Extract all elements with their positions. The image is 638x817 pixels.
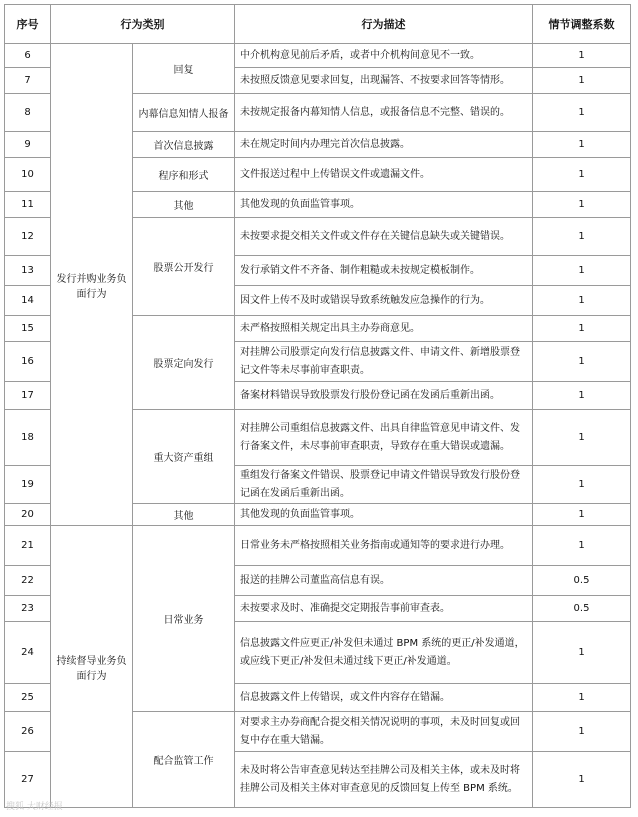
row-factor: 1 (533, 504, 631, 526)
row-factor: 1 (533, 684, 631, 712)
row-no: 18 (5, 410, 51, 466)
row-description: 对挂牌公司股票定向发行信息披露文件、申请文件、新增股票登记文件等未尽事前审查职责。 (235, 342, 533, 382)
row-factor: 1 (533, 712, 631, 752)
group-issuance: 发行并购业务负面行为 (51, 44, 133, 526)
row-description: 未在规定时间内办理完首次信息披露。 (235, 132, 533, 158)
sub-insider: 内幕信息知情人报备 (133, 94, 235, 132)
row-factor: 1 (533, 132, 631, 158)
sub-cooperation: 配合监管工作 (133, 712, 235, 808)
row-factor: 1 (533, 286, 631, 316)
header-factor: 情节调整系数 (533, 5, 631, 44)
row-no: 9 (5, 132, 51, 158)
row-no: 19 (5, 466, 51, 504)
row-description: 对挂牌公司重组信息披露文件、出具自律监管意见申请文件、发行备案文件，未尽事前审查职责，导致存在重大错误或遗漏。 (235, 410, 533, 466)
row-no: 27 (5, 752, 51, 808)
row-factor: 0.5 (533, 596, 631, 622)
row-no: 11 (5, 192, 51, 218)
row-no: 16 (5, 342, 51, 382)
sub-other: 其他 (133, 504, 235, 526)
sub-restructure: 重大资产重组 (133, 410, 235, 504)
row-description: 未按规定报备内幕知情人信息，或报备信息不完整、错误的。 (235, 94, 533, 132)
row-no: 17 (5, 382, 51, 410)
row-no: 25 (5, 684, 51, 712)
row-no: 15 (5, 316, 51, 342)
sub-procedure: 程序和形式 (133, 158, 235, 192)
row-no: 23 (5, 596, 51, 622)
row-no: 20 (5, 504, 51, 526)
group-supervision: 持续督导业务负面行为 (51, 526, 133, 808)
row-description: 发行承销文件不齐备、制作粗糙或未按规定模板制作。 (235, 256, 533, 286)
row-description: 未及时将公告审查意见转达至挂牌公司及相关主体，或未及时将挂牌公司及相关主体对审查意见的反馈回复上传至 BPM 系统。 (235, 752, 533, 808)
row-description: 备案材料错误导致股票发行股份登记函在发函后重新出函。 (235, 382, 533, 410)
row-no: 7 (5, 68, 51, 94)
table-row (5, 526, 631, 566)
header-description: 行为描述 (235, 5, 533, 44)
row-description: 日常业务未严格按照相关业务指南或通知等的要求进行办理。 (235, 526, 533, 566)
row-factor: 1 (533, 44, 631, 68)
sub-other: 其他 (133, 192, 235, 218)
sub-private-issue: 股票定向发行 (133, 316, 235, 410)
sub-public-issue: 股票公开发行 (133, 218, 235, 316)
row-description: 因文件上传不及时或错误导致系统触发应急操作的行为。 (235, 286, 533, 316)
table-row (5, 44, 631, 68)
row-description: 报送的挂牌公司董监高信息有误。 (235, 566, 533, 596)
sub-first-disclosure: 首次信息披露 (133, 132, 235, 158)
row-factor: 1 (533, 94, 631, 132)
row-factor: 0.5 (533, 566, 631, 596)
row-factor: 1 (533, 466, 631, 504)
row-no: 14 (5, 286, 51, 316)
row-factor: 1 (533, 622, 631, 684)
row-description: 未严格按照相关规定出具主办券商意见。 (235, 316, 533, 342)
row-no: 8 (5, 94, 51, 132)
row-description: 信息披露文件上传错误，或文件内容存在错漏。 (235, 684, 533, 712)
watermark-text: 搜狐 大财经报 (6, 802, 63, 812)
row-description: 其他发现的负面监管事项。 (235, 192, 533, 218)
row-factor: 1 (533, 192, 631, 218)
row-factor: 1 (533, 526, 631, 566)
sub-reply: 回复 (133, 44, 235, 94)
row-description: 信息披露文件应更正/补发但未通过 BPM 系统的更正/补发通道，或应线下更正/补发但未通过线下更正/补发通道。 (235, 622, 533, 684)
row-description: 未按照反馈意见要求回复，出现漏答、不按要求回答等情形。 (235, 68, 533, 94)
row-no: 13 (5, 256, 51, 286)
row-description: 未按要求提交相关文件或文件存在关键信息缺失或关键错误。 (235, 218, 533, 256)
row-factor: 1 (533, 316, 631, 342)
row-description: 其他发现的负面监管事项。 (235, 504, 533, 526)
row-no: 26 (5, 712, 51, 752)
header-category: 行为类别 (51, 5, 235, 44)
sub-daily: 日常业务 (133, 526, 235, 712)
row-no: 21 (5, 526, 51, 566)
row-description: 对要求主办券商配合提交相关情况说明的事项，未及时回复或回复中存在重大错漏。 (235, 712, 533, 752)
row-no: 6 (5, 44, 51, 68)
row-factor: 1 (533, 158, 631, 192)
row-no: 10 (5, 158, 51, 192)
header-no: 序号 (5, 5, 51, 44)
row-no: 12 (5, 218, 51, 256)
row-factor: 1 (533, 382, 631, 410)
header-row (5, 5, 631, 44)
row-no: 22 (5, 566, 51, 596)
row-no: 24 (5, 622, 51, 684)
regulation-table (4, 4, 631, 808)
row-description: 未按要求及时、准确提交定期报告事前审查表。 (235, 596, 533, 622)
row-factor: 1 (533, 342, 631, 382)
row-factor: 1 (533, 410, 631, 466)
row-description: 中介机构意见前后矛盾，或者中介机构间意见不一致。 (235, 44, 533, 68)
row-description: 文件报送过程中上传错误文件或遗漏文件。 (235, 158, 533, 192)
row-factor: 1 (533, 752, 631, 808)
row-factor: 1 (533, 218, 631, 256)
row-description: 重组发行备案文件错误、股票登记申请文件错误导致发行股份登记函在发函后重新出函。 (235, 466, 533, 504)
row-factor: 1 (533, 256, 631, 286)
row-factor: 1 (533, 68, 631, 94)
